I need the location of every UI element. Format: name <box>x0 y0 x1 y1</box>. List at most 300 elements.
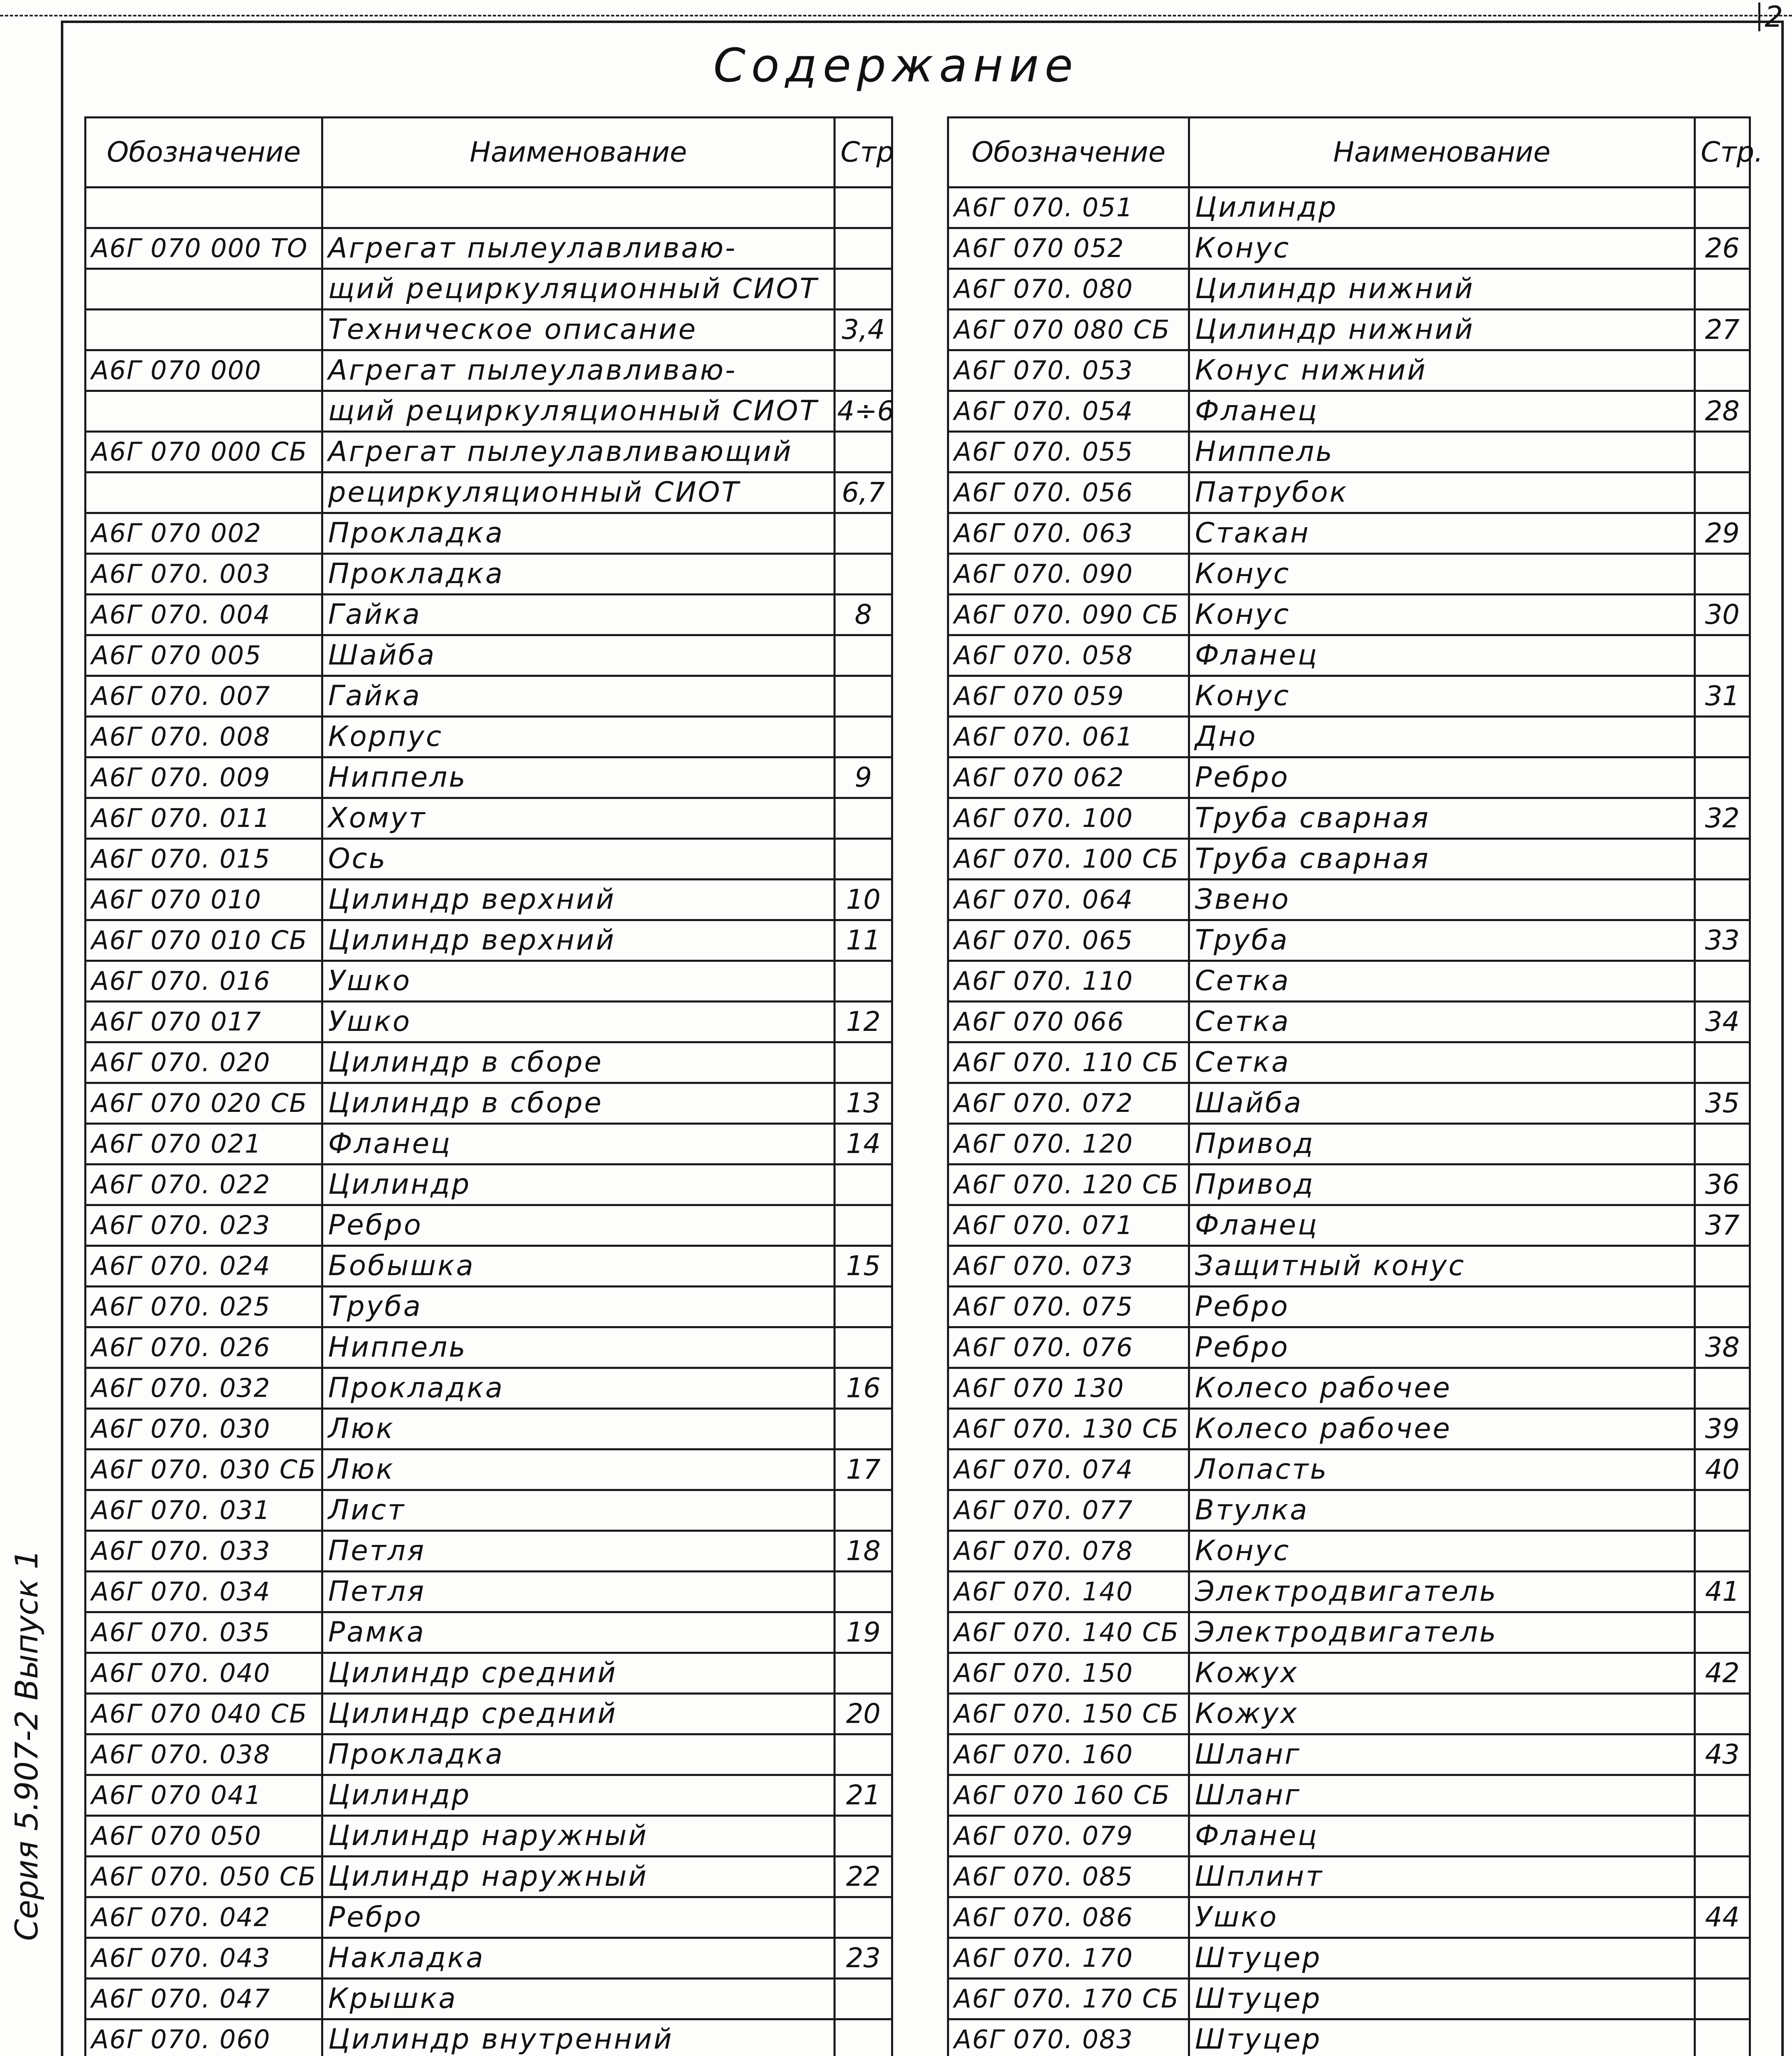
designation-cell: А6Г 070. 140 СБ <box>948 1612 1189 1653</box>
page-cell: 4÷6 <box>835 391 892 432</box>
name-cell: Накладка <box>322 1938 835 1979</box>
name-cell: Прокладка <box>322 513 835 554</box>
designation-cell: А6Г 070. 078 <box>948 1531 1189 1572</box>
page-cell <box>1695 432 1750 472</box>
designation-cell: А6Г 070. 020 <box>86 1042 322 1083</box>
page-cell <box>1695 1979 1750 2019</box>
name-cell: Конус <box>1189 554 1695 595</box>
name-cell: Ниппель <box>1189 432 1695 472</box>
table-row <box>948 1897 1750 1938</box>
name-cell: Люк <box>322 1449 835 1490</box>
table-row <box>948 1734 1750 1775</box>
table-row <box>948 798 1750 839</box>
designation-cell: А6Г 070 021 <box>86 1124 322 1165</box>
name-cell: щий рециркуляционный СИОТ <box>322 269 835 310</box>
name-cell: Ушко <box>1189 1897 1695 1938</box>
page-cell <box>835 961 892 1002</box>
name-cell: Фланец <box>1189 391 1695 432</box>
designation-cell: А6Г 070. 170 СБ <box>948 1979 1189 2019</box>
name-cell: Сетка <box>1189 1042 1695 1083</box>
name-cell: Цилиндр в сборе <box>322 1042 835 1083</box>
table-row <box>948 717 1750 757</box>
designation-cell: А6Г 070. 086 <box>948 1897 1189 1938</box>
name-cell: Шайба <box>322 635 835 676</box>
designation-cell: А6Г 070. 072 <box>948 1083 1189 1124</box>
page-cell <box>1695 1857 1750 1897</box>
table-row <box>948 310 1750 350</box>
designation-cell: А6Г 070. 034 <box>86 1572 322 1612</box>
page-cell: 14 <box>835 1124 892 1165</box>
table-row <box>948 1612 1750 1653</box>
table-row <box>86 1409 892 1449</box>
designation-cell: А6Г 070. 130 СБ <box>948 1409 1189 1449</box>
name-cell: рециркуляционный СИОТ <box>322 472 835 513</box>
top-border-line <box>0 15 1792 16</box>
table-row <box>948 1653 1750 1694</box>
name-cell: Стакан <box>1189 513 1695 554</box>
designation-cell: А6Г 070. 170 <box>948 1938 1189 1979</box>
name-cell: Ребро <box>322 1897 835 1938</box>
designation-cell: А6Г 070 050 <box>86 1816 322 1857</box>
table-row <box>948 1490 1750 1531</box>
table-row <box>948 757 1750 798</box>
designation-cell: А6Г 070 040 СБ <box>86 1694 322 1734</box>
name-cell: Кожух <box>1189 1694 1695 1734</box>
designation-cell: А6Г 070. 083 <box>948 2019 1189 2056</box>
page-cell <box>835 1734 892 1775</box>
table-row <box>948 1327 1750 1368</box>
table-row <box>86 554 892 595</box>
page-cell <box>1695 717 1750 757</box>
name-cell: Конус <box>1189 1531 1695 1572</box>
name-cell: Втулка <box>1189 1490 1695 1531</box>
name-cell <box>322 188 835 228</box>
name-cell: Крышка <box>322 1979 835 2019</box>
table-row <box>948 920 1750 961</box>
table-row <box>948 554 1750 595</box>
name-cell: Цилиндр средний <box>322 1653 835 1694</box>
designation-cell: А6Г 070. 150 <box>948 1653 1189 1694</box>
name-cell: Сетка <box>1189 1002 1695 1042</box>
name-cell: Бобышка <box>322 1246 835 1287</box>
page-cell <box>835 1165 892 1205</box>
table-row <box>948 635 1750 676</box>
designation-cell: А6Г 070. 090 СБ <box>948 595 1189 635</box>
designation-cell: А6Г 070 020 СБ <box>86 1083 322 1124</box>
table-row <box>948 1816 1750 1857</box>
name-cell: Шайба <box>1189 1083 1695 1124</box>
table-row <box>86 1287 892 1327</box>
designation-cell: А6Г 070. 056 <box>948 472 1189 513</box>
name-cell: Петля <box>322 1572 835 1612</box>
table-row <box>86 595 892 635</box>
page-cell <box>1695 1490 1750 1531</box>
name-cell: Фланец <box>1189 635 1695 676</box>
page-title: Содержание <box>713 39 1079 93</box>
sheet-number: 2 <box>1758 2 1783 31</box>
designation-cell: А6Г 070 002 <box>86 513 322 554</box>
table-row <box>86 757 892 798</box>
table-row <box>86 1165 892 1205</box>
page-cell <box>1695 1694 1750 1734</box>
page-cell: 18 <box>835 1531 892 1572</box>
page-cell <box>835 1572 892 1612</box>
page-cell: 31 <box>1695 676 1750 717</box>
table-row <box>948 1002 1750 1042</box>
designation-cell <box>86 472 322 513</box>
table-header-row <box>948 118 1750 188</box>
table-row <box>86 798 892 839</box>
designation-cell: А6Г 070. 120 СБ <box>948 1165 1189 1205</box>
designation-cell: А6Г 070. 026 <box>86 1327 322 1368</box>
designation-cell: А6Г 070. 076 <box>948 1327 1189 1368</box>
table-row <box>86 1124 892 1165</box>
page-cell: 40 <box>1695 1449 1750 1490</box>
page-cell <box>1695 961 1750 1002</box>
page-cell <box>835 1816 892 1857</box>
table-row <box>86 228 892 269</box>
table-row <box>86 1490 892 1531</box>
designation-cell: А6Г 070 010 СБ <box>86 920 322 961</box>
name-cell: Ребро <box>1189 757 1695 798</box>
page-cell: 34 <box>1695 1002 1750 1042</box>
table-row <box>948 188 1750 228</box>
designation-cell: А6Г 070. 073 <box>948 1246 1189 1287</box>
page-cell: 23 <box>835 1938 892 1979</box>
page-cell: 26 <box>1695 228 1750 269</box>
table-row <box>86 1205 892 1246</box>
table-row <box>86 188 892 228</box>
column-header-designation: Обозначение <box>86 118 322 188</box>
designation-cell: А6Г 070. 079 <box>948 1816 1189 1857</box>
name-cell: Хомут <box>322 798 835 839</box>
name-cell: Цилиндр <box>322 1775 835 1816</box>
page-cell <box>835 228 892 269</box>
name-cell: Лопасть <box>1189 1449 1695 1490</box>
name-cell: Привод <box>1189 1165 1695 1205</box>
designation-cell: А6Г 070 080 СБ <box>948 310 1189 350</box>
name-cell: Ось <box>322 839 835 880</box>
column-header-name: Наименование <box>1189 118 1695 188</box>
table-row <box>948 1368 1750 1409</box>
table-row <box>948 1694 1750 1734</box>
table-header-row <box>86 118 892 188</box>
name-cell: Люк <box>322 1409 835 1449</box>
designation-cell: А6Г 070 017 <box>86 1002 322 1042</box>
designation-cell: А6Г 070. 100 <box>948 798 1189 839</box>
page-cell <box>835 1287 892 1327</box>
name-cell: Ниппель <box>322 757 835 798</box>
page-cell <box>835 1205 892 1246</box>
designation-cell: А6Г 070. 031 <box>86 1490 322 1531</box>
table-body <box>86 188 895 2056</box>
table-row <box>86 310 892 350</box>
designation-cell: А6Г 070. 060 <box>86 2019 322 2056</box>
name-cell: Штуцер <box>1189 2019 1695 2056</box>
designation-cell <box>86 391 322 432</box>
designation-cell: А6Г 070. 024 <box>86 1246 322 1287</box>
name-cell: Патрубок <box>1189 472 1695 513</box>
designation-cell: А6Г 070. 003 <box>86 554 322 595</box>
designation-cell: А6Г 070 062 <box>948 757 1189 798</box>
name-cell: Рамка <box>322 1612 835 1653</box>
designation-cell: А6Г 070. 100 СБ <box>948 839 1189 880</box>
contents-table-right <box>947 116 1763 2056</box>
page-cell: 10 <box>835 880 892 920</box>
table-row <box>86 472 892 513</box>
designation-cell <box>86 269 322 310</box>
table-row <box>86 717 892 757</box>
name-cell: Электродвигатель <box>1189 1612 1695 1653</box>
designation-cell: А6Г 070. 077 <box>948 1490 1189 1531</box>
designation-cell: А6Г 070. 051 <box>948 188 1189 228</box>
name-cell: Техническое описание <box>322 310 835 350</box>
designation-cell: А6Г 070. 061 <box>948 717 1189 757</box>
designation-cell: А6Г 070. 007 <box>86 676 322 717</box>
table-row <box>948 1775 1750 1816</box>
designation-cell: А6Г 070. 110 <box>948 961 1189 1002</box>
name-cell: Шплинт <box>1189 1857 1695 1897</box>
table-row <box>86 1734 892 1775</box>
name-cell: Ребро <box>1189 1287 1695 1327</box>
name-cell: Цилиндр нижний <box>1189 310 1695 350</box>
page-cell <box>835 798 892 839</box>
page-cell: 33 <box>1695 920 1750 961</box>
page-cell <box>835 554 892 595</box>
designation-cell: А6Г 070. 009 <box>86 757 322 798</box>
table-row <box>948 1287 1750 1327</box>
table-row <box>948 1205 1750 1246</box>
page-cell <box>1695 554 1750 595</box>
page-cell <box>835 2019 892 2056</box>
name-cell: Кожух <box>1189 1653 1695 1694</box>
page-cell <box>1695 635 1750 676</box>
page-cell: 27 <box>1695 310 1750 350</box>
name-cell: Ушко <box>322 961 835 1002</box>
table-row <box>86 1246 892 1287</box>
page-cell: 3,4 <box>835 310 892 350</box>
table-body <box>948 188 1750 2056</box>
table-row <box>86 2019 892 2056</box>
name-cell: Труба сварная <box>1189 798 1695 839</box>
designation-cell <box>86 310 322 350</box>
table-row <box>86 1938 892 1979</box>
designation-cell: А6Г 070. 050 СБ <box>86 1857 322 1897</box>
name-cell: Защитный конус <box>1189 1246 1695 1287</box>
page-cell: 41 <box>1695 1572 1750 1612</box>
name-cell: Прокладка <box>322 1368 835 1409</box>
page-cell <box>835 1897 892 1938</box>
designation-cell: А6Г 070. 071 <box>948 1205 1189 1246</box>
name-cell: Цилиндр внутренний <box>322 2019 835 2056</box>
name-cell: Цилиндр верхний <box>322 880 835 920</box>
designation-cell: А6Г 070. 023 <box>86 1205 322 1246</box>
table-row <box>86 1083 892 1124</box>
designation-cell: А6Г 070. 150 СБ <box>948 1694 1189 1734</box>
designation-cell: А6Г 070. 032 <box>86 1368 322 1409</box>
name-cell: Фланец <box>1189 1816 1695 1857</box>
page-cell <box>1695 757 1750 798</box>
page-cell <box>1695 1246 1750 1287</box>
designation-cell: А6Г 070. 004 <box>86 595 322 635</box>
table-row <box>948 2019 1750 2056</box>
table-row <box>948 676 1750 717</box>
name-cell: Ребро <box>322 1205 835 1246</box>
designation-cell: А6Г 070. 080 <box>948 269 1189 310</box>
page-cell: 39 <box>1695 1409 1750 1449</box>
page-cell: 28 <box>1695 391 1750 432</box>
name-cell: Труба <box>1189 920 1695 961</box>
name-cell: Труба сварная <box>1189 839 1695 880</box>
table-row <box>86 513 892 554</box>
table-row <box>948 513 1750 554</box>
page-cell <box>1695 350 1750 391</box>
table-row <box>86 1368 892 1409</box>
name-cell: Цилиндр наружный <box>322 1857 835 1897</box>
page-cell: 38 <box>1695 1327 1750 1368</box>
table-row <box>948 1572 1750 1612</box>
table-row <box>948 269 1750 310</box>
name-cell: Фланец <box>322 1124 835 1165</box>
name-cell: Фланец <box>1189 1205 1695 1246</box>
table-row <box>86 676 892 717</box>
table-row <box>86 880 892 920</box>
page-cell <box>1695 1531 1750 1572</box>
designation-cell: А6Г 070. 035 <box>86 1612 322 1653</box>
page-cell: 8 <box>835 595 892 635</box>
page-cell: 29 <box>1695 513 1750 554</box>
contents-table-left <box>84 116 893 2056</box>
designation-cell: А6Г 070. 015 <box>86 839 322 880</box>
table-row <box>86 1816 892 1857</box>
name-cell: Цилиндр <box>1189 188 1695 228</box>
designation-cell: А6Г 070 130 <box>948 1368 1189 1409</box>
page-cell: 6,7 <box>835 472 892 513</box>
name-cell: Петля <box>322 1531 835 1572</box>
table-row <box>86 1327 892 1368</box>
page-cell: 19 <box>835 1612 892 1653</box>
name-cell: Сетка <box>1189 961 1695 1002</box>
page-cell <box>835 676 892 717</box>
page-cell: 30 <box>1695 595 1750 635</box>
designation-cell: А6Г 070. 040 <box>86 1653 322 1694</box>
page-cell: 11 <box>835 920 892 961</box>
designation-cell: А6Г 070. 120 <box>948 1124 1189 1165</box>
page-cell <box>835 350 892 391</box>
table-row <box>86 1612 892 1653</box>
designation-cell: А6Г 070. 042 <box>86 1897 322 1938</box>
table-row <box>86 350 892 391</box>
page-cell <box>1695 1938 1750 1979</box>
table-row <box>86 961 892 1002</box>
name-cell: Конус <box>1189 595 1695 635</box>
table-row <box>86 839 892 880</box>
designation-cell: А6Г 070 059 <box>948 676 1189 717</box>
table-row <box>86 432 892 472</box>
table-row <box>86 1449 892 1490</box>
designation-cell: А6Г 070. 025 <box>86 1287 322 1327</box>
page-cell <box>1695 472 1750 513</box>
name-cell: Цилиндр верхний <box>322 920 835 961</box>
page-cell <box>1695 1612 1750 1653</box>
designation-cell: А6Г 070. 075 <box>948 1287 1189 1327</box>
page-cell: 21 <box>835 1775 892 1816</box>
name-cell: Электродвигатель <box>1189 1572 1695 1612</box>
name-cell: Ниппель <box>322 1327 835 1368</box>
page-cell: 36 <box>1695 1165 1750 1205</box>
table-row <box>948 1124 1750 1165</box>
designation-cell <box>86 188 322 228</box>
page-cell: 22 <box>835 1857 892 1897</box>
designation-cell: А6Г 070. 047 <box>86 1979 322 2019</box>
designation-cell: А6Г 070. 011 <box>86 798 322 839</box>
name-cell: Корпус <box>322 717 835 757</box>
table-row <box>948 961 1750 1002</box>
table-row <box>948 1857 1750 1897</box>
table-row <box>86 1897 892 1938</box>
page-cell <box>835 1653 892 1694</box>
designation-cell: А6Г 070. 043 <box>86 1938 322 1979</box>
name-cell: Конус <box>1189 228 1695 269</box>
designation-cell: А6Г 070. 065 <box>948 920 1189 961</box>
designation-cell: А6Г 070. 064 <box>948 880 1189 920</box>
table-row <box>948 1042 1750 1083</box>
page-cell <box>835 1409 892 1449</box>
name-cell: Колесо рабочее <box>1189 1409 1695 1449</box>
designation-cell: А6Г 070 000 <box>86 350 322 391</box>
page-cell <box>1695 1775 1750 1816</box>
page-cell <box>1695 188 1750 228</box>
name-cell: Агрегат пылеулавливаю- <box>322 350 835 391</box>
table-row <box>86 269 892 310</box>
designation-cell: А6Г 070 160 СБ <box>948 1775 1189 1816</box>
designation-cell: А6Г 070. 022 <box>86 1165 322 1205</box>
name-cell: Привод <box>1189 1124 1695 1165</box>
table-row <box>948 595 1750 635</box>
page-cell: 35 <box>1695 1083 1750 1124</box>
table-row <box>86 1979 892 2019</box>
page-cell: 43 <box>1695 1734 1750 1775</box>
name-cell: Цилиндр средний <box>322 1694 835 1734</box>
name-cell: Конус <box>1189 676 1695 717</box>
table-row <box>948 1165 1750 1205</box>
table-row <box>948 1449 1750 1490</box>
column-header-designation: Обозначение <box>948 118 1189 188</box>
table-row <box>86 1002 892 1042</box>
table-row <box>948 1979 1750 2019</box>
column-header-page: Стр. <box>1695 118 1750 188</box>
designation-cell: А6Г 070 041 <box>86 1775 322 1816</box>
designation-cell: А6Г 070 066 <box>948 1002 1189 1042</box>
designation-cell: А6Г 070. 054 <box>948 391 1189 432</box>
page-cell <box>1695 1287 1750 1327</box>
table-row <box>86 635 892 676</box>
designation-cell: А6Г 070. 063 <box>948 513 1189 554</box>
series-caption: Серия 5.907-2 Выпуск 1 <box>8 1549 45 1941</box>
designation-cell: А6Г 070 000 ТО <box>86 228 322 269</box>
table-row <box>86 391 892 432</box>
page-cell <box>835 269 892 310</box>
name-cell: Дно <box>1189 717 1695 757</box>
table-row <box>948 1531 1750 1572</box>
page-cell: 44 <box>1695 1897 1750 1938</box>
page-cell <box>835 1327 892 1368</box>
designation-cell: А6Г 070 005 <box>86 635 322 676</box>
page-cell <box>835 188 892 228</box>
name-cell: Штуцер <box>1189 1979 1695 2019</box>
table-row <box>948 432 1750 472</box>
table-row <box>86 1572 892 1612</box>
